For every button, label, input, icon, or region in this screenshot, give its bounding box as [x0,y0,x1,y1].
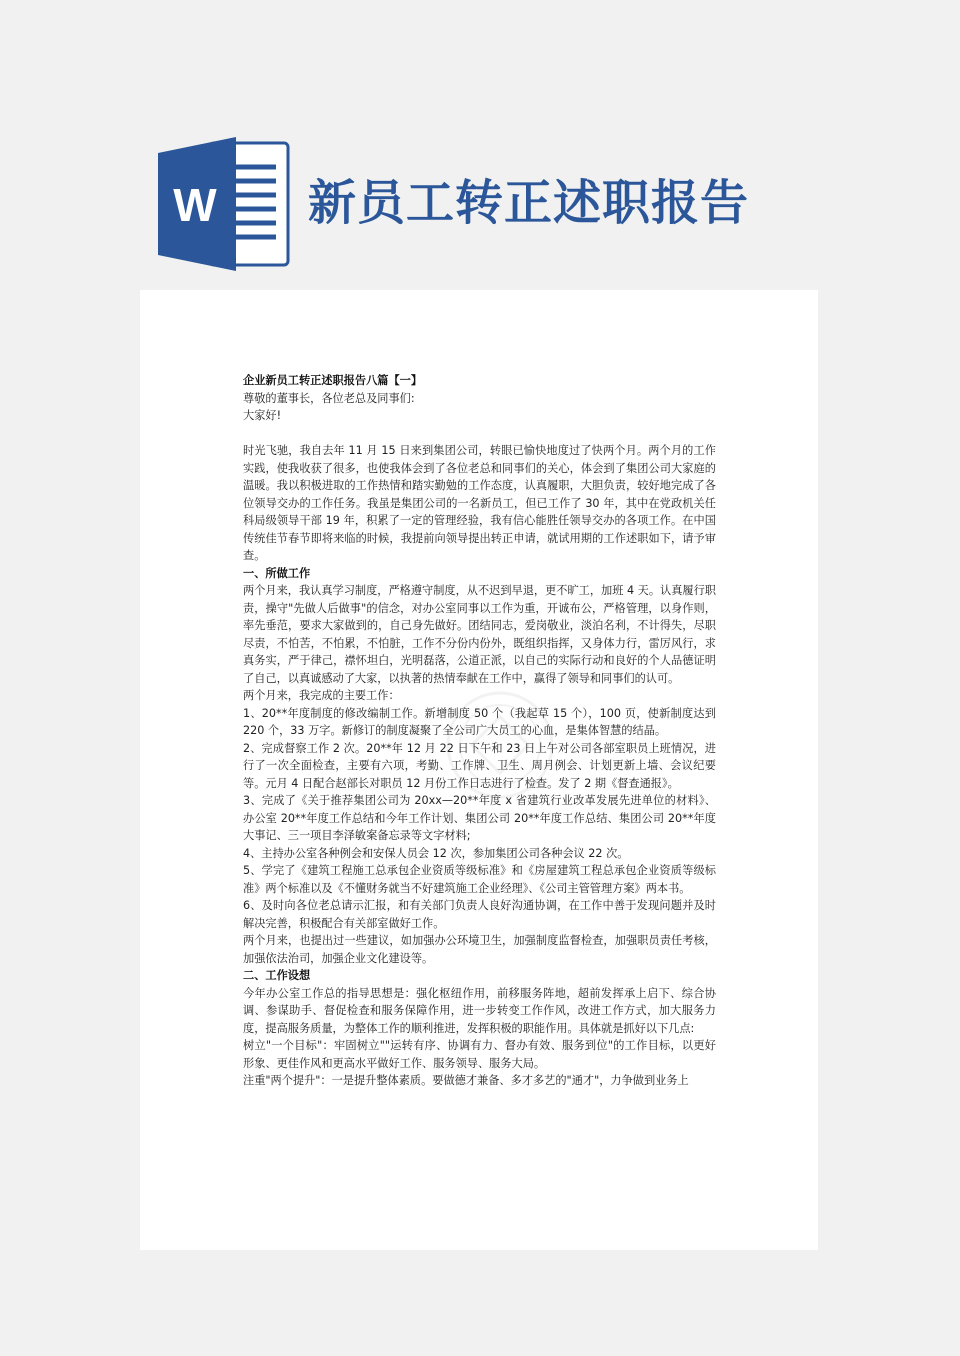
section-heading-work-done: 一、所做工作 [243,566,311,580]
main-work-intro: 两个月来，我完成的主要工作： [243,689,400,702]
page-title: 新员工转正述职报告 [308,175,750,231]
document-body [243,372,716,1090]
section-heading-work-plan: 二、工作设想 [243,969,311,982]
paragraph-gap [243,425,716,443]
header-banner [0,0,960,290]
improvement-paragraph: 注重"两个提升"：一是提升整体素质。要做德才兼备、多才多艺的"通才"，力争做到业务上 [243,1074,689,1087]
work-done-paragraph: 两个月来，我认真学习制度，严格遵守制度，从不迟到早退，更不旷工，加班 4 天。认真履行职责，操守"先做人后做事"的信念，对办公室同事以工作为重，开诚布公，严格管理，以身作则，率先垂范，要求大家做到的，自己身先做好。团结同志，爱岗敬业，淡泊名利，不计得失，尽职尽责，不怕苦，不怕累，不怕脏，工作不分份内份外，既组织指挥，又身体力行，雷厉风行，求真务实，严于律己，襟怀坦白，光明磊落，公道正派，以自己的实际行动和良好的个人品德证明了自己，以真诚感动了大家，以执著的热情奉献在工作中，赢得了领导和同事们的认可。 [243,584,716,685]
work-item-6: 6、及时向各位老总请示汇报，和有关部门负责人良好沟通协调，在工作中善于发现问题并及时解决完善，积极配合有关部室做好工作。 [243,899,716,930]
work-item-5: 5、学完了《建筑工程施工总承包企业资质等级标准》和《房屋建筑工程总承包企业资质等级标准》两个标准以及《不懂财务就当不好建筑施工企业经理》、《公司主管管理方案》两本书。 [243,864,716,895]
logo-letter: W [173,179,217,231]
salutation: 尊敬的董事长，各位老总及同事们: [243,391,415,405]
work-item-1: 1、20**年度制度的修改编制工作。新增制度 50 个（我起草 15 个），100 页，使新制度达到 220 个，33 万字。新修订的制度凝聚了全公司广大员工的心血，是集体智慧的结晶。 [243,706,716,737]
greeting: 大家好! [243,409,282,422]
work-plan-paragraph: 今年办公室工作总的指导思想是：强化枢纽作用，前移服务阵地，超前发挥承上启下、综合协调、参谋助手、督促检查和服务保障作用，进一步转变工作作风，改进工作方式，加大服务力度，提高服务质量，为整体工作的顺利推进，发挥积极的职能作用。具体就是抓好以下几点: [243,986,716,1035]
work-item-2: 2、完成督察工作 2 次。20**年 12 月 22 日下午和 23 日上午对公司各部室职员上班情况，进行了一次全面检查，主要有六项，考勤、工作牌、卫生、周月例会、计划更新上墙、会议纪要等。元月 4 日配合赵部长对职员 12 月份工作日志进行了检查。发了 2 期《督查通报》。 [243,741,716,790]
document-title: 企业新员工转正述职报告八篇【一】 [243,374,423,387]
intro-paragraph: 时光飞驰，我自去年 11 月 15 日来到集团公司，转眼已愉快地度过了快两个月。两个月的工作实践，使我收获了很多，也使我体会到了各位老总和同事们的关心，体会到了集团公司大家庭的温暖。我以积极进取的工作热情和踏实勤勉的工作态度，认真履职，大胆负责，较好地完成了各位领导交办的工作任务。我虽是集团公司的一名新员工，但已工作了 30 年，其中在党政机关任科局级领导干部 19 年，积累了一定的管理经验，我有信心能胜任领导交办的各项工作。在中国传统佳节春节即将来临的时候，我提前向领导提出转正申请，就试用期的工作述职如下，请予审查。 [243,444,716,562]
goal-paragraph: 树立"一个目标"：牢固树立""运转有序、协调有力、督办有效、服务到位"的工作目标，以更好形象、更佳作风和更高水平做好工作、服务领导、服务大局。 [243,1039,716,1070]
suggestions-paragraph: 两个月来，也提出过一些建议，如加强办公环境卫生，加强制度监督检查，加强职员责任考核，加强依法治司，加强企业文化建设等。 [243,934,716,965]
document-page [140,290,818,1250]
word-document-icon [158,137,290,271]
work-item-4: 4、主持办公室各种例会和安保人员会 12 次，参加集团公司各种会议 22 次。 [243,846,629,860]
work-item-3: 3、完成了《关于推荐集团公司为 20xx—20**年度 x 省建筑行业改革发展先进单位的材料》、办公室 20**年度工作总结和今年工作计划、集团公司 20**年度工作总结、集团公司 20**年度大事记、三一项目李泽敏案备忘录等文字材料; [243,794,716,842]
